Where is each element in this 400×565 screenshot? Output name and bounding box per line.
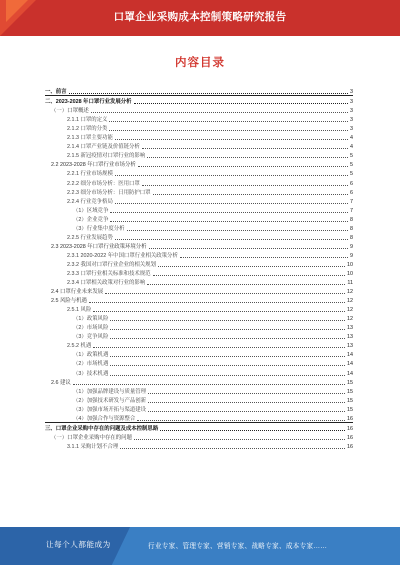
toc-entry-label: （2）市场机遇 (45, 361, 109, 367)
toc-entry-page: 15 (347, 388, 353, 395)
toc-entry-page: 14 (347, 370, 353, 377)
toc-dot-leader (110, 320, 345, 321)
toc-entry-label: 二、2023-2028 年口罩行业发展分析 (45, 99, 132, 106)
toc-entry-label: 2.3.4 口罩相关政策对行业的影响 (45, 280, 146, 286)
document-title: 口罩企业采购成本控制策略研究报告 (113, 11, 287, 23)
toc-entry-page: 5 (350, 162, 353, 169)
toc-entry-label: 2.2.2 细分市场分析：医用口罩 (45, 181, 141, 187)
toc-entry[interactable] (45, 232, 353, 241)
toc-entry-label: 2.5 风险与机遇 (45, 298, 88, 304)
toc-entry[interactable] (45, 413, 353, 422)
toc-dot-leader (115, 239, 348, 240)
toc-dot-leader (109, 130, 348, 131)
toc-entry-page: 13 (347, 343, 353, 350)
toc-entry-label: 2.1.4 口罩产业链及价值链分析 (45, 144, 141, 150)
toc-entry-label: （一）口罩概述 (45, 108, 90, 114)
toc-entry[interactable] (45, 114, 353, 123)
toc-entry-page: 3 (350, 99, 353, 106)
toc-entry[interactable] (45, 286, 353, 295)
toc-entry-label: （3）技术机遇 (45, 371, 109, 377)
toc-entry-label: 2.2.4 行业竞争格局 (45, 199, 114, 205)
toc-entry-page: 9 (350, 243, 353, 250)
toc-dot-leader (110, 356, 345, 357)
toc-dot-leader (115, 139, 348, 140)
toc-entry[interactable] (45, 159, 353, 168)
toc-entry-page: 12 (347, 298, 353, 305)
toc-entry-page: 13 (347, 325, 353, 332)
toc-entry[interactable] (45, 214, 353, 223)
toc-dot-leader (120, 448, 345, 449)
toc-entry[interactable] (45, 277, 353, 286)
toc-entry[interactable] (45, 123, 353, 132)
toc-dot-leader (110, 365, 345, 366)
toc-entry-page: 9 (350, 252, 353, 259)
toc-entry-label: 2.3.1 2020-2022 年中国口罩行业相关政策分析 (45, 253, 179, 259)
toc-entry[interactable] (45, 313, 353, 322)
toc-entry[interactable] (45, 304, 353, 313)
toc-entry[interactable] (45, 422, 353, 432)
toc-entry-page: 10 (347, 261, 353, 268)
toc-entry-label: （1）区域竞争 (45, 208, 109, 214)
toc-entry-page: 15 (347, 379, 353, 386)
toc-entry[interactable] (45, 187, 353, 196)
toc-entry[interactable] (45, 223, 353, 232)
toc-entry-label: 2.2 2023-2028 年口罩行业市场分析 (45, 162, 137, 168)
toc-entry-page: 8 (350, 216, 353, 223)
toc-entry-label: （1）政策风险 (45, 316, 109, 322)
toc-entry[interactable] (45, 95, 353, 105)
toc-entry-label: 2.1.3 口罩主要功能 (45, 135, 114, 141)
toc-entry[interactable] (45, 105, 353, 114)
toc-dot-leader (110, 212, 348, 213)
toc-entry-page: 14 (347, 361, 353, 368)
toc-dot-leader (137, 420, 345, 421)
toc-dot-leader (153, 194, 348, 195)
toc-dot-leader (69, 93, 348, 94)
toc-dot-leader (180, 257, 348, 258)
toc-entry-label: 3.1.1 采购计划不合理 (45, 444, 119, 450)
toc-entry-page: 7 (350, 207, 353, 214)
toc-entry[interactable] (45, 349, 353, 358)
toc-entry[interactable] (45, 268, 353, 277)
toc-entry-page: 3 (350, 89, 353, 96)
toc-dot-leader (148, 393, 345, 394)
toc-entry[interactable] (45, 177, 353, 186)
toc-entry-label: 2.1.2 口罩的分类 (45, 126, 108, 132)
toc-entry-page: 6 (350, 189, 353, 196)
toc-entry-page: 3 (350, 108, 353, 115)
toc-entry-page: 16 (347, 443, 353, 450)
toc-dot-leader (134, 103, 348, 104)
toc-entry[interactable] (45, 250, 353, 259)
toc-dot-leader (147, 284, 345, 285)
toc-entry-label: 2.3 2023-2028 年口罩行业政策环境分析 (45, 244, 148, 250)
toc-entry[interactable] (45, 404, 353, 413)
toc-entry-page: 8 (350, 225, 353, 232)
toc-entry[interactable] (45, 295, 353, 304)
toc-entry-page: 7 (350, 198, 353, 205)
toc-dot-leader (142, 185, 348, 186)
toc-entry[interactable] (45, 322, 353, 331)
toc-entry[interactable] (45, 205, 353, 214)
table-of-contents (45, 86, 353, 450)
toc-entry[interactable] (45, 86, 353, 95)
footer-expert-list: 行业专家、管理专家、营销专家、战略专家、成本专家…… (148, 543, 328, 550)
toc-entry-page: 12 (347, 316, 353, 323)
toc-entry-page: 5 (350, 153, 353, 160)
toc-entry[interactable] (45, 141, 353, 150)
toc-entry[interactable] (45, 331, 353, 340)
toc-entry[interactable] (45, 150, 353, 159)
toc-entry-label: 2.2.5 行业发展趋势 (45, 235, 114, 241)
toc-entry-page: 8 (350, 234, 353, 241)
toc-dot-leader (153, 275, 345, 276)
toc-entry-page: 13 (347, 334, 353, 341)
toc-entry-label: 2.2.1 行业市场规模 (45, 171, 114, 177)
toc-entry-page: 16 (347, 425, 353, 432)
toc-entry-page: 10 (347, 270, 353, 277)
toc-dot-leader (149, 248, 348, 249)
toc-entry-label: （1）政策机遇 (45, 352, 109, 358)
toc-entry[interactable] (45, 432, 353, 441)
toc-entry[interactable] (45, 395, 353, 404)
toc-entry-page: 15 (347, 397, 353, 404)
toc-entry-label: （一）口罩企业采购中存在的问题 (45, 435, 133, 441)
toc-entry[interactable] (45, 441, 353, 450)
toc-entry-page: 3 (350, 117, 353, 124)
toc-entry-label: （4）加强合作与资源整合 (45, 416, 136, 422)
toc-entry[interactable] (45, 367, 353, 376)
toc-entry-label: 一、前言 (45, 89, 67, 96)
toc-dot-leader (110, 221, 348, 222)
toc-entry-page: 4 (350, 135, 353, 142)
toc-entry-label: 2.5.2 机遇 (45, 343, 92, 349)
toc-entry-page: 4 (350, 144, 353, 151)
toc-dot-leader (93, 347, 345, 348)
toc-entry-label: （2）市场风险 (45, 325, 109, 331)
toc-entry[interactable] (45, 386, 353, 395)
toc-entry-page: 12 (347, 289, 353, 296)
toc-entry-page: 5 (350, 171, 353, 178)
toc-dot-leader (109, 121, 348, 122)
toc-dot-leader (93, 311, 345, 312)
toc-entry-page: 6 (350, 180, 353, 187)
toc-dot-leader (110, 338, 345, 339)
toc-dot-leader (115, 203, 348, 204)
toc-entry-label: 2.6 建议 (45, 380, 72, 386)
toc-entry-page: 16 (347, 434, 353, 441)
toc-entry-label: （1）加强品牌建设与质量管理 (45, 389, 147, 395)
toc-entry-label: 2.1.5 新冠疫情对口罩行业的影响 (45, 153, 146, 159)
toc-entry[interactable] (45, 358, 353, 367)
toc-dot-leader (148, 411, 345, 412)
toc-entry-label: （2）企业竞争 (45, 217, 109, 223)
toc-dot-leader (105, 293, 345, 294)
toc-dot-leader (142, 148, 348, 149)
toc-entry[interactable] (45, 241, 353, 250)
toc-entry-label: 三、口罩企业采购中存在的问题及成本控制思路 (45, 425, 159, 432)
toc-heading: 内容目录 (175, 57, 225, 69)
toc-dot-leader (158, 266, 345, 267)
toc-entry[interactable] (45, 132, 353, 141)
toc-dot-leader (160, 430, 345, 431)
toc-entry-page: 14 (347, 352, 353, 359)
toc-dot-leader (138, 166, 348, 167)
toc-entry-label: （3）加强市场开拓与渠道建设 (45, 407, 147, 413)
toc-dot-leader (110, 375, 345, 376)
toc-entry-label: （3）竞争风险 (45, 334, 109, 340)
toc-entry-page: 3 (350, 126, 353, 133)
toc-dot-leader (91, 112, 348, 113)
toc-dot-leader (147, 157, 348, 158)
toc-dot-leader (115, 175, 348, 176)
toc-entry-page: 16 (347, 415, 353, 422)
toc-dot-leader (110, 329, 345, 330)
toc-entry-label: （3）行业集中度分析 (45, 226, 126, 232)
toc-entry-label: 2.5.1 风险 (45, 307, 92, 313)
toc-entry-label: 2.3.3 口罩行业相关标准和技术规范 (45, 271, 152, 277)
toc-entry-page: 15 (347, 406, 353, 413)
toc-entry[interactable] (45, 168, 353, 177)
toc-dot-leader (148, 402, 345, 403)
toc-dot-leader (89, 302, 345, 303)
toc-entry-page: 12 (347, 307, 353, 314)
toc-entry-label: 2.2.3 细分市场分析：日用防护口罩 (45, 190, 152, 196)
toc-dot-leader (73, 384, 345, 385)
toc-entry-page: 11 (347, 280, 353, 287)
toc-entry-label: 2.4 口罩行业未来发展 (45, 289, 104, 295)
toc-entry-label: 2.1.1 口罩的定义 (45, 117, 108, 123)
toc-entry[interactable] (45, 340, 353, 349)
toc-dot-leader (134, 439, 345, 440)
toc-entry-label: 2.3.2 我国对口罩行业企业的相关规划 (45, 262, 157, 268)
toc-entry[interactable] (45, 377, 353, 386)
toc-entry-label: （2）加强技术研发与产品创新 (45, 398, 147, 404)
toc-entry[interactable] (45, 259, 353, 268)
toc-dot-leader (127, 230, 348, 231)
footer-slogan: 让每个人都能成为 (46, 540, 111, 549)
toc-entry[interactable] (45, 196, 353, 205)
